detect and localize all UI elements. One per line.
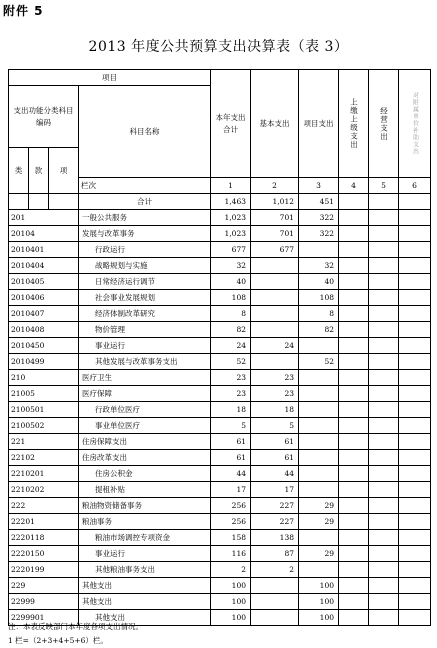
row-c5 [369,482,399,498]
row-c6 [399,226,431,242]
header-col2: 基本支出 [251,70,299,178]
row-c1: 116 [211,546,251,562]
row-c6 [399,242,431,258]
row-c6 [399,354,431,370]
row-c5 [369,322,399,338]
row-code: 21005 [9,386,79,402]
row-c1: 256 [211,498,251,514]
row-c6 [399,594,431,610]
row-c5 [369,386,399,402]
row-c4 [339,306,369,322]
row-code: 2010450 [9,338,79,354]
row-c2: 5 [251,418,299,434]
row-c3 [299,370,339,386]
row-c5 [369,578,399,594]
row-subject-name: 住房改革支出 [79,450,211,466]
row-c5 [369,338,399,354]
row-c4 [339,498,369,514]
table-row [9,594,431,610]
row-code: 222 [9,498,79,514]
row-code: 22102 [9,450,79,466]
row-code: 210 [9,370,79,386]
col-index: 6 [399,178,431,194]
row-subject-name: 其他支出 [79,594,211,610]
row-c4 [339,290,369,306]
row-c5 [369,530,399,546]
row-subject-name: 其他支出 [79,578,211,594]
row-c5 [369,370,399,386]
row-c4 [339,354,369,370]
total-c1: 1,463 [211,194,251,210]
table-row [9,370,431,386]
row-c3 [299,418,339,434]
row-c5 [369,290,399,306]
row-c2: 227 [251,514,299,530]
header-col1: 本年支出合计 [211,70,251,178]
row-c4 [339,242,369,258]
row-c6 [399,498,431,514]
row-c6 [399,514,431,530]
row-subject-name: 医疗卫生 [79,370,211,386]
total-c3: 451 [299,194,339,210]
row-c6 [399,290,431,306]
row-c6 [399,450,431,466]
header-col4: 上缴上级支出 [339,70,369,178]
row-c1: 17 [211,482,251,498]
row-c6 [399,402,431,418]
row-subject-name: 其他粮油事务支出 [79,562,211,578]
table-row [9,226,431,242]
row-c2 [251,258,299,274]
row-c6 [399,482,431,498]
row-c4 [339,466,369,482]
table-row [9,338,431,354]
row-c3: 108 [299,290,339,306]
notes [8,620,143,648]
row-c3 [299,242,339,258]
row-subject-name: 行政运行 [79,242,211,258]
row-c3 [299,434,339,450]
row-c3: 100 [299,610,339,626]
row-c4 [339,338,369,354]
table-row [9,242,431,258]
table-row [9,418,431,434]
table-row [9,386,431,402]
row-subject-name: 粮油市场调控专项资金 [79,530,211,546]
row-c4 [339,530,369,546]
row-c4 [339,226,369,242]
row-c2: 677 [251,242,299,258]
row-subject-name: 经济体制改革研究 [79,306,211,322]
header-func-code: 支出功能分类科目编码 [9,86,79,148]
row-c3: 322 [299,210,339,226]
row-code: 201 [9,210,79,226]
row-c3: 40 [299,274,339,290]
row-index-label: 栏次 [79,178,211,194]
header-item: 项目 [9,70,211,86]
row-c4 [339,210,369,226]
row-code: 2010499 [9,354,79,370]
row-subject-name: 事业运行 [79,338,211,354]
row-c1: 100 [211,610,251,626]
row-code: 22999 [9,594,79,610]
row-c3: 32 [299,258,339,274]
row-c5 [369,354,399,370]
row-c2 [251,578,299,594]
row-c3: 29 [299,514,339,530]
row-c5 [369,274,399,290]
row-code: 2220150 [9,546,79,562]
header-col6: 对附属单位补助支出 [399,70,431,178]
row-c2: 227 [251,498,299,514]
row-subject-name: 事业运行 [79,546,211,562]
row-c1: 677 [211,242,251,258]
row-c2 [251,306,299,322]
col-index: 4 [339,178,369,194]
row-code: 2220118 [9,530,79,546]
row-c5 [369,402,399,418]
table-row [9,274,431,290]
row-code: 2010407 [9,306,79,322]
table-row [9,258,431,274]
row-c6 [399,258,431,274]
table-row [9,290,431,306]
row-c1: 100 [211,578,251,594]
row-subject-name: 粮油物资储备事务 [79,498,211,514]
table-row [9,210,431,226]
row-c2 [251,322,299,338]
row-c2: 18 [251,402,299,418]
row-c1: 108 [211,290,251,306]
row-c1: 23 [211,386,251,402]
row-c6 [399,386,431,402]
row-c5 [369,450,399,466]
page-title: 2013 年度公共预算支出决算表（表 3） [88,39,349,55]
row-c1: 40 [211,274,251,290]
row-c4 [339,578,369,594]
total-label: 合计 [79,194,211,210]
row-subject-name: 战略规划与实施 [79,258,211,274]
row-c5 [369,434,399,450]
row-c3: 322 [299,226,339,242]
row-subject-name: 物价管理 [79,322,211,338]
table-row [9,482,431,498]
table-row [9,402,431,418]
table-row [9,562,431,578]
row-c1: 82 [211,322,251,338]
row-c1: 1,023 [211,210,251,226]
header-col5: 经营支出 [369,70,399,178]
row-c2 [251,594,299,610]
row-c4 [339,386,369,402]
row-subject-name: 日常经济运行调节 [79,274,211,290]
row-c6 [399,530,431,546]
header-subject-name: 科目名称 [79,86,211,178]
row-code: 2010405 [9,274,79,290]
row-c6 [399,322,431,338]
row-c3 [299,530,339,546]
row-c4 [339,546,369,562]
row-c2: 17 [251,482,299,498]
table-row [9,546,431,562]
row-subject-name: 医疗保障 [79,386,211,402]
row-c3 [299,466,339,482]
row-c4 [339,482,369,498]
row-c2 [251,354,299,370]
row-c6 [399,578,431,594]
row-c2: 701 [251,226,299,242]
row-code: 229 [9,578,79,594]
row-c1: 2 [211,562,251,578]
row-c6 [399,274,431,290]
row-c6 [399,562,431,578]
row-c4 [339,418,369,434]
row-code: 2010404 [9,258,79,274]
row-c1: 32 [211,258,251,274]
row-c3 [299,386,339,402]
row-code: 22201 [9,514,79,530]
row-c1: 100 [211,594,251,610]
col-index: 1 [211,178,251,194]
row-c5 [369,258,399,274]
row-c4 [339,322,369,338]
col-index: 2 [251,178,299,194]
table-row [9,434,431,450]
row-code: 2100501 [9,402,79,418]
row-code: 2010408 [9,322,79,338]
table-row [9,498,431,514]
row-c3 [299,402,339,418]
row-c3: 82 [299,322,339,338]
row-c4 [339,258,369,274]
row-c6 [399,370,431,386]
table-row [9,578,431,594]
row-subject-name: 其他发展与改革事务支出 [79,354,211,370]
row-c3: 52 [299,354,339,370]
table-row [9,322,431,338]
header-xiang: 项 [49,148,79,194]
row-c4 [339,514,369,530]
header-col3: 项目支出 [299,70,339,178]
row-c5 [369,210,399,226]
row-c2: 87 [251,546,299,562]
row-c6 [399,466,431,482]
row-c2 [251,290,299,306]
row-c4 [339,562,369,578]
row-c1: 61 [211,450,251,466]
row-code: 20104 [9,226,79,242]
col-index: 5 [369,178,399,194]
row-c4 [339,434,369,450]
row-c3 [299,562,339,578]
row-code: 2100502 [9,418,79,434]
row-c2 [251,274,299,290]
row-code: 2220199 [9,562,79,578]
row-c1: 8 [211,306,251,322]
table-body [9,210,431,626]
row-c6 [399,610,431,626]
row-subject-name: 住房公积金 [79,466,211,482]
row-c6 [399,306,431,322]
header-kuan: 款 [29,148,49,194]
row-code: 221 [9,434,79,450]
row-c5 [369,562,399,578]
table-row [9,354,431,370]
row-c3 [299,338,339,354]
table-row [9,530,431,546]
row-c5 [369,514,399,530]
row-subject-name: 住房保障支出 [79,434,211,450]
total-c2: 1,012 [251,194,299,210]
row-code: 2210202 [9,482,79,498]
row-subject-name: 一般公共服务 [79,210,211,226]
table-row [9,466,431,482]
note-line: 1 栏=（2+3+4+5+6）栏。 [8,636,108,645]
total-row [9,194,431,210]
row-code: 2210201 [9,466,79,482]
row-c1: 158 [211,530,251,546]
row-c2: 23 [251,386,299,402]
row-c6 [399,338,431,354]
row-c2: 61 [251,434,299,450]
row-c3: 29 [299,498,339,514]
budget-table [8,69,431,626]
row-c3: 29 [299,546,339,562]
row-c6 [399,434,431,450]
row-c1: 256 [211,514,251,530]
table-row [9,450,431,466]
row-c6 [399,210,431,226]
row-c5 [369,610,399,626]
row-c2: 44 [251,466,299,482]
table-header [9,70,431,210]
row-c2: 138 [251,530,299,546]
row-c1: 24 [211,338,251,354]
row-c4 [339,370,369,386]
row-c4 [339,610,369,626]
row-c2: 24 [251,338,299,354]
row-c4 [339,402,369,418]
row-c1: 5 [211,418,251,434]
row-subject-name: 发展与改革事务 [79,226,211,242]
row-c6 [399,418,431,434]
row-c5 [369,466,399,482]
row-c3: 8 [299,306,339,322]
row-c1: 44 [211,466,251,482]
row-c4 [339,594,369,610]
row-subject-name: 社会事业发展规划 [79,290,211,306]
row-subject-name: 粮油事务 [79,514,211,530]
row-c5 [369,498,399,514]
row-c5 [369,594,399,610]
row-c1: 61 [211,434,251,450]
row-c5 [369,546,399,562]
row-subject-name: 事业单位医疗 [79,418,211,434]
row-subject-name: 其他支出 [79,610,211,626]
row-c1: 52 [211,354,251,370]
row-c5 [369,306,399,322]
row-c5 [369,242,399,258]
header-lei: 类 [9,148,29,194]
row-c5 [369,418,399,434]
row-c1: 18 [211,402,251,418]
row-c3: 100 [299,578,339,594]
row-c2 [251,610,299,626]
row-c4 [339,450,369,466]
row-subject-name: 行政单位医疗 [79,402,211,418]
row-c3 [299,482,339,498]
row-c5 [369,226,399,242]
note-line: 注：本表反映部门本年度各项支出情况。 [8,622,143,631]
table-row [9,306,431,322]
row-c3: 100 [299,594,339,610]
row-c2: 701 [251,210,299,226]
row-c1: 23 [211,370,251,386]
col-index: 3 [299,178,339,194]
row-c2: 61 [251,450,299,466]
row-subject-name: 提租补贴 [79,482,211,498]
row-code: 2010401 [9,242,79,258]
attachment-label: 附件 5 [3,4,44,18]
table-row [9,514,431,530]
row-code: 2010406 [9,290,79,306]
row-code: 2299901 [9,610,79,626]
row-c3 [299,450,339,466]
row-c6 [399,546,431,562]
row-c2: 2 [251,562,299,578]
row-c2: 23 [251,370,299,386]
row-c4 [339,274,369,290]
row-c1: 1,023 [211,226,251,242]
